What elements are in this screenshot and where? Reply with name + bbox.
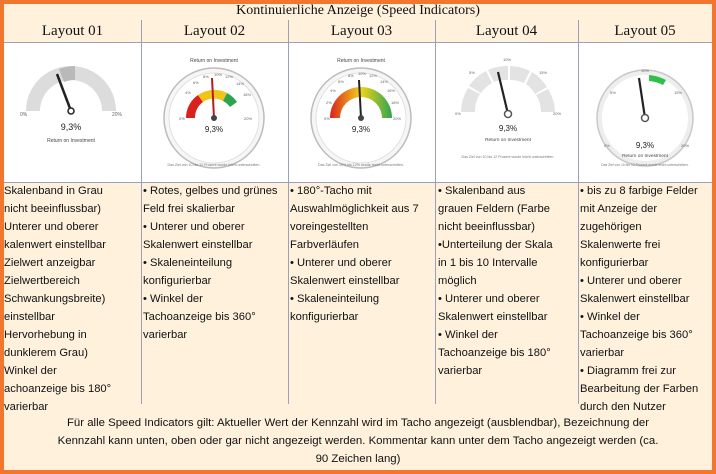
header-layout-05: Layout 05 (614, 23, 676, 39)
feature-line: Skalenwert einstellbar (438, 311, 548, 323)
feature-line: möglich (438, 275, 477, 287)
header-layout-01: Layout 01 (41, 23, 104, 39)
scale-min: 0% (20, 112, 28, 118)
gauge-note: Das Ziel von 10 bis 12 Prozent wurde leicht unterschritten. (167, 163, 261, 167)
feature-line: Skalenwert einstellbar (290, 275, 400, 287)
feature-line: • Unterer und oberer (580, 275, 682, 287)
gauge-hub (642, 115, 649, 122)
gauge-hub (68, 108, 74, 114)
scale-tick: 4% (330, 88, 336, 93)
gauge-label: Return on Investment (622, 154, 668, 159)
feature-line: • Skaleneinteilung (143, 257, 233, 269)
scale-max: 20% (681, 143, 690, 148)
scale-tick: 12% (369, 73, 378, 78)
feature-line: Winkel der (4, 365, 57, 377)
feature-line: nicht beeinflussbar) (438, 221, 536, 233)
feature-line: konfigurierbar (143, 275, 212, 287)
gauge-layout-02 (141, 42, 288, 182)
feature-line: varierbar (438, 365, 483, 377)
feature-line: • Skaleneinteilung (290, 293, 380, 305)
feature-line: zugehörigen (580, 221, 642, 233)
feature-line: dunklerem Grau) (4, 347, 88, 359)
feature-line: varierbar (580, 347, 625, 359)
scale-tick: 12% (225, 74, 234, 79)
feature-line: Tachoanzeige bis 180° (438, 347, 551, 359)
page-title: Kontinuierliche Anzeige (Speed Indicators) (236, 4, 480, 18)
feature-line: • Unterer und oberer (438, 293, 540, 305)
scale-tick: 15% (539, 70, 548, 75)
feature-line: • bis zu 8 farbige Felder (580, 185, 698, 197)
feature-line: varierbar (143, 329, 188, 341)
feature-line: • 180°-Tacho mit (290, 185, 372, 197)
feature-line: Skalenwert einstellbar (580, 293, 690, 305)
feature-line: Schwankungsbreite) (4, 293, 106, 305)
scale-tick: 6% (338, 79, 344, 84)
footer-line: Kennzahl kann unten, oben oder gar nicht angezeigt werden. Kommentar kann unter dem Tacho angezeigt werden (ca. (57, 435, 659, 447)
divider (578, 20, 579, 404)
header-layout-02: Layout 02 (183, 23, 246, 39)
gauge-note: Das Ziel von 10 bis 12 Prozent wurde leicht unterschritten. (461, 155, 555, 159)
feature-line: in 1 bis 10 Intervalle (438, 257, 538, 269)
scale-max: 20% (112, 112, 123, 118)
scale-tick: 14% (236, 81, 245, 86)
scale-min: 0% (179, 116, 185, 121)
feature-line: • Unterer und oberer (290, 257, 392, 269)
scale-tick: 10% (358, 71, 367, 76)
scale-min: 0% (455, 111, 461, 116)
scale-tick: 10% (214, 72, 223, 77)
gauge-label: Return on Investment (190, 58, 238, 64)
scale-tick: 16% (243, 92, 252, 97)
scale-tick: 5% (610, 90, 616, 95)
scale-max: 20% (393, 116, 402, 121)
feature-line: Skalenband in Grau (4, 185, 103, 197)
features-layout-03 (290, 182, 434, 326)
scale-tick: 15% (674, 90, 683, 95)
gauge-layout-03 (288, 42, 435, 182)
gauge-layout-05 (578, 42, 712, 182)
features-layout-01 (4, 182, 139, 416)
scale-max: 20% (244, 116, 253, 121)
feature-line: voreingestellten (290, 221, 369, 233)
gauge-value: 9,3% (635, 141, 655, 150)
scale-min: 0% (324, 116, 330, 121)
feature-line: durch den Nutzer (580, 401, 666, 413)
gauge-hub (358, 115, 364, 121)
feature-line: Bearbeitung der Farben (580, 383, 699, 395)
gauge-hub (211, 115, 217, 121)
feature-line: • Winkel der (143, 293, 203, 305)
scale-tick: 18% (391, 100, 400, 105)
scale-min: 0% (604, 143, 610, 148)
gauge-segment (461, 88, 480, 112)
gauge-segment (536, 89, 555, 112)
divider (435, 20, 436, 404)
scale-tick: 10% (641, 68, 650, 73)
feature-line: achoanzeige bis 180° (4, 383, 112, 395)
feature-line: Farbverläufen (290, 239, 360, 251)
scale-tick: 10% (503, 57, 512, 62)
features-layout-04 (438, 182, 577, 380)
gauge-hub (505, 111, 512, 118)
feature-line: • Unterer und oberer (143, 221, 245, 233)
gauge-layout-04 (435, 42, 578, 182)
gauge-label: Return on Investment (337, 58, 385, 64)
footer-line: Für alle Speed Indicators gilt: Aktueller Wert der Kennzahl wird im Tacho angezeigt (ausblendbar), Bezeichnung der (66, 417, 650, 429)
features-layout-02 (143, 182, 287, 344)
scale-tick: 5% (469, 70, 475, 75)
feature-line: •Unterteilung der Skala (438, 239, 553, 251)
gauge-segment (526, 72, 547, 94)
divider (141, 20, 142, 404)
feature-line: Auswahlmöglichkeit aus 7 (290, 203, 419, 215)
scale-max: 20% (553, 111, 562, 116)
comparison-table (4, 4, 712, 470)
feature-line: kalenwert einstellbar (4, 239, 106, 251)
scale-tick: 4% (185, 90, 191, 95)
feature-line: • Winkel der (438, 329, 498, 341)
feature-line: • Winkel der (580, 311, 640, 323)
feature-line: Zielwert anzeigbar (4, 257, 96, 269)
feature-line: konfigurierbar (580, 257, 649, 269)
feature-line: • Rotes, gelbes und grünes (143, 185, 278, 197)
scale-tick: 2% (326, 100, 332, 105)
gauge-segment (510, 66, 530, 83)
gauge-label: Return on Investment (485, 138, 531, 143)
feature-line: nicht beeinflussbar) (4, 203, 102, 215)
gauge-note: Das Ziel von 10 bis 12 Prozent wurde leicht unterschritten. (601, 163, 689, 167)
feature-line: konfigurierbar (290, 311, 359, 323)
gauge-value: 9,3% (204, 125, 224, 134)
scale-tick: 6% (193, 80, 199, 85)
feature-line: Skalenwerte frei (580, 239, 661, 251)
feature-line: Zielwertbereich (4, 275, 80, 287)
feature-line: varierbar (4, 401, 49, 413)
scale-tick: 14% (380, 79, 389, 84)
feature-line: grauen Feldern (Farbe (438, 203, 550, 215)
gauge-value: 9,3% (351, 125, 371, 134)
feature-line: Tachoanzeige bis 360° (143, 311, 256, 323)
feature-line: einstellbar (4, 311, 55, 323)
feature-line: • Skalenband aus (438, 185, 526, 197)
header-layout-03: Layout 03 (330, 23, 393, 39)
features-layout-05 (580, 182, 712, 416)
gauge-value: 9,3% (60, 122, 82, 132)
scale-tick: 16% (387, 88, 396, 93)
gauge-layout-01 (4, 42, 141, 182)
header-layout-04: Layout 04 (475, 23, 538, 39)
scale-tick: 8% (203, 74, 209, 79)
feature-line: Unterer und oberer (4, 221, 99, 233)
feature-line: Hervorhebung in (4, 329, 87, 341)
feature-line: Feld frei skalierbar (143, 203, 236, 215)
feature-line: • Diagramm frei zur (580, 365, 676, 377)
gauge-label: Return on Investment (47, 138, 95, 144)
scale-tick: 8% (348, 73, 354, 78)
footer-line: 90 Zeichen lang) (315, 453, 401, 465)
gauge-note: Das Ziel von 10% bis 12% wurde leicht unterschritten. (318, 163, 404, 167)
feature-line: Skalenwert einstellbar (143, 239, 253, 251)
feature-line: Tachoanzeige bis 360° (580, 329, 693, 341)
gauge-image-row (4, 42, 712, 182)
footer-note (4, 414, 712, 468)
feature-line: mit Anzeige der (580, 203, 658, 215)
divider (288, 20, 289, 404)
gauge-value: 9,3% (498, 124, 518, 133)
divider (4, 42, 712, 43)
